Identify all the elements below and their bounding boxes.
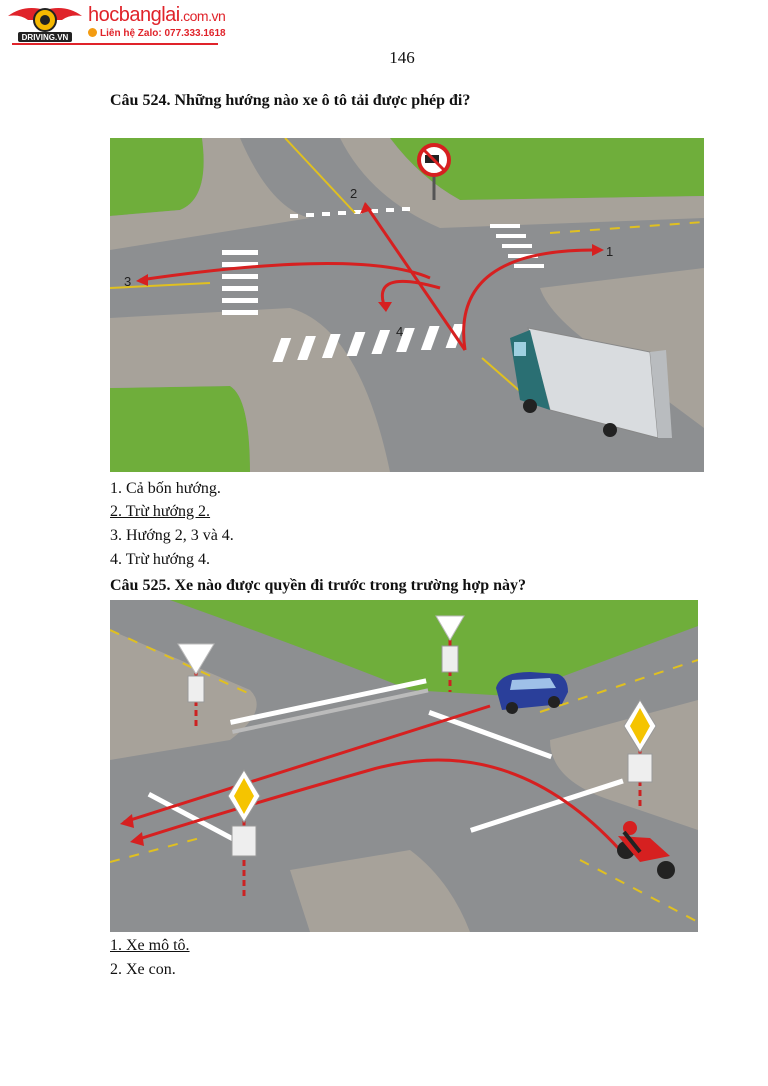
question-figure bbox=[110, 138, 704, 472]
page-number: 146 bbox=[389, 48, 415, 67]
svg-text:3: 3 bbox=[124, 274, 132, 289]
svg-text:4: 4 bbox=[396, 324, 404, 339]
answer-option-correct: 2. Trừ hướng 2. bbox=[110, 503, 211, 520]
page-header bbox=[0, 0, 768, 48]
question-title: Câu 524. Những hướng nào xe ô tô tải được phép đi? bbox=[110, 92, 471, 109]
intersection-illustration bbox=[110, 600, 698, 932]
brand-name: hocbanglai.com.vn bbox=[88, 4, 226, 26]
question-figure bbox=[110, 600, 698, 932]
header-divider bbox=[12, 43, 218, 45]
driving-logo-icon bbox=[4, 2, 86, 44]
contact-info: Liên hệ Zalo: 077.333.1618 bbox=[88, 28, 226, 39]
answer-option: 1. Cả bốn hướng. bbox=[110, 480, 221, 497]
phone-icon bbox=[88, 28, 97, 37]
svg-text:DRIVING.VN: DRIVING.VN bbox=[21, 33, 69, 42]
answer-option: 4. Trừ hướng 4. bbox=[110, 551, 211, 568]
svg-text:2: 2 bbox=[350, 186, 358, 201]
svg-text:1: 1 bbox=[606, 244, 614, 259]
question-title: Câu 525. Xe nào được quyền đi trước trong trường hợp này? bbox=[110, 577, 526, 594]
answer-option-correct: 1. Xe mô tô. bbox=[110, 937, 190, 954]
answer-option: 2. Xe con. bbox=[110, 961, 176, 978]
answer-option: 3. Hướng 2, 3 và 4. bbox=[110, 527, 234, 544]
intersection-illustration bbox=[110, 138, 704, 472]
